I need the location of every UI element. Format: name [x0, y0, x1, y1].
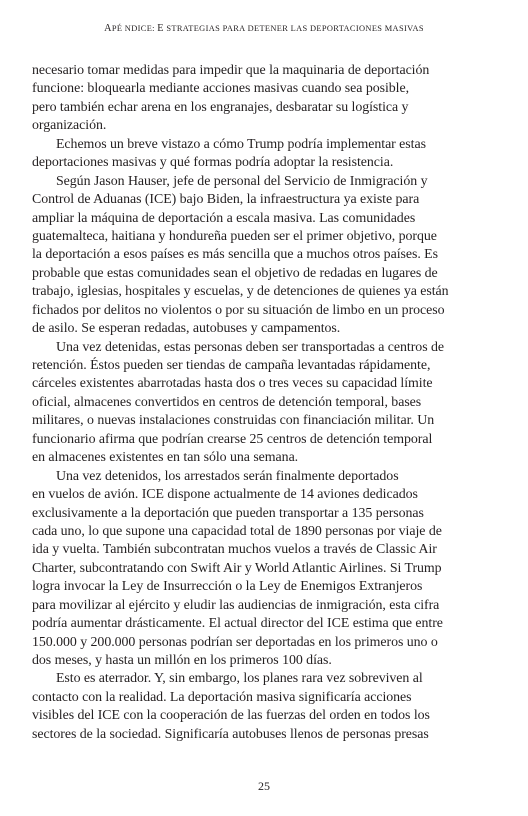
text-line: contacto con la realidad. La deportación masiva significaría acciones	[32, 689, 412, 705]
text-line: logra invocar la Ley de Insurrección o la Ley de Enemigos Extranjeros	[32, 579, 423, 595]
text-line: organización.	[32, 118, 107, 134]
text-line: exclusivamente a la deportación que pueden transportar a 135 personas	[32, 505, 424, 521]
text-line: probable que estas comunidades sean el objetivo de redadas en lugares de	[32, 265, 438, 281]
text-line: dos meses, y hasta un millón en los primeros 100 días.	[32, 653, 332, 668]
text-line: Echemos un breve vistazo a cómo Trump podría implementar estas	[56, 136, 426, 152]
text-line: cada uno, lo que supone una capacidad total de 1890 personas por viaje de	[32, 523, 442, 539]
text-line: Una vez detenidas, estas personas deben ser transportadas a centros de	[56, 339, 444, 355]
page-number: 25	[258, 779, 270, 793]
text-line: militares, o nuevas instalaciones construidas con financiación militar. Un	[32, 413, 435, 429]
text-line: retención. Éstos pueden ser tiendas de campaña levantadas rápidamente,	[32, 358, 431, 373]
text-line: guatemalteca, haitiana y hondureña pueden ser el primer objetivo, porque	[32, 228, 437, 244]
text-line: sectores de la sociedad. Significaría autobuses llenos de personas presas	[32, 726, 429, 742]
text-line: 150.000 y 200.000 personas podrían ser deportadas en los primeros uno o	[32, 634, 438, 650]
running-head-initial: A	[104, 23, 112, 34]
text-line: Una vez detenidos, los arrestados serán finalmente deportados	[56, 468, 399, 484]
text-line: pero también echar arena en los engranajes, desbaratar su logística y	[32, 99, 409, 115]
text-line: funcione: bloquearla mediante acciones masivas cuando sea posible,	[32, 81, 410, 97]
text-line: trabajo, iglesias, hospitales y escuelas, y de detenciones de quienes ya están	[32, 284, 449, 300]
text-line: para movilizar al ejército y eludir las audiencias de inmigración, esta cifra	[32, 597, 440, 613]
text-line: fichados por delitos no violentos o por su situación de limbo en un proceso	[32, 302, 445, 318]
text-line: ampliar la máquina de deportación a escala masiva. Las comunidades	[32, 210, 416, 226]
text-line: de asilo. Se esperan redadas, autobuses y campamentos.	[32, 321, 341, 337]
text-line: en vuelos de avión. ICE dispone actualmente de 14 aviones dedicados	[32, 487, 418, 503]
text-line: en almacenes existentes en tan sólo una semana.	[32, 450, 299, 466]
text-line: Control de Aduanas (ICE) bajo Biden, la infraestructura ya existe para	[32, 192, 420, 208]
text-line: ida y vuelta. También subcontratan muchos vuelos a través de Classic Air	[32, 542, 437, 558]
text-line: cárceles existentes abarrotadas hasta dos o tres veces su capacidad límite	[32, 376, 433, 392]
text-line: visibles del ICE con la cooperación de las fuerzas del orden en todos los	[32, 708, 430, 724]
text-line: deportaciones masivas y qué formas podría adoptar la resistencia.	[32, 155, 394, 171]
running-head	[0, 23, 528, 34]
text-line: necesario tomar medidas para impedir que la maquinaria de deportación	[32, 63, 430, 78]
text-line: oficial, almacenes convertidos en centros de detención temporal, bases	[32, 394, 422, 410]
body-text	[32, 62, 492, 744]
running-head-title: PÉ NDICE: E STRATEGIAS PARA DETENER LAS DEPORTACIONES MASIVAS	[111, 23, 424, 34]
text-line: Charter, subcontratando con Swift Air y World Atlantic Airlines. Si Trump	[32, 560, 442, 576]
text-line: la deportación a esos países es más sencilla que a muchos otros países. Es	[32, 247, 438, 263]
text-line: Esto es aterrador. Y, sin embargo, los planes rara vez sobreviven al	[56, 671, 423, 687]
text-line: Según Jason Hauser, jefe de personal del Servicio de Inmigración y	[56, 173, 428, 189]
text-line: podría aumentar drásticamente. El actual director del ICE estima que entre	[32, 616, 443, 632]
text-line: funcionario afirma que podrían crearse 25 centros de detención temporal	[32, 431, 433, 447]
